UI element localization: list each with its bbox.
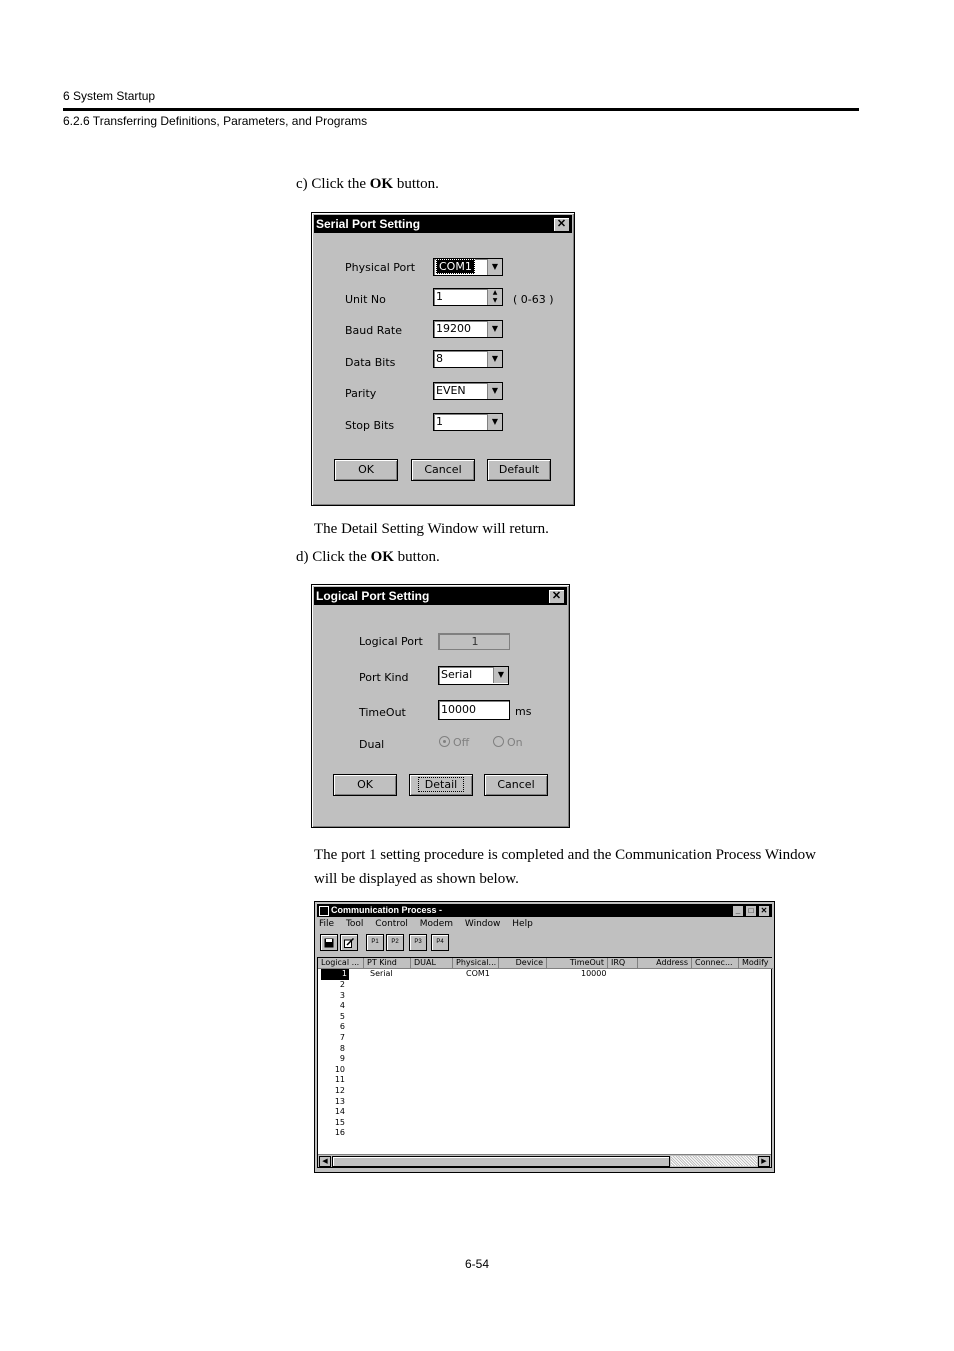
completed-line-1: The port 1 setting procedure is completed and the Communication Process Window	[314, 847, 816, 863]
dual-on-label: On	[507, 736, 523, 749]
logical-dialog-titlebar	[314, 587, 567, 605]
parity-select[interactable]	[433, 382, 503, 400]
table-row[interactable]: 6	[339, 1022, 345, 1032]
serial-port-dialog	[311, 212, 575, 506]
baud-rate-select[interactable]	[433, 320, 503, 338]
data-bits-value: 8	[436, 352, 443, 365]
table-row[interactable]: 11	[334, 1075, 345, 1085]
timeout-field[interactable]: 10000	[438, 700, 510, 720]
table-row[interactable]: 2	[339, 980, 345, 989]
menu-control[interactable]: Control	[375, 919, 408, 929]
radio-selected-icon	[439, 736, 450, 747]
col-device[interactable]: Device	[499, 958, 547, 969]
menu-file[interactable]: File	[319, 919, 335, 929]
chevron-down-icon[interactable]: ▼	[493, 667, 508, 683]
completed-text	[314, 843, 816, 891]
col-logical[interactable]: Logical ...	[318, 958, 364, 969]
step-d-prefix: d) Click the	[296, 549, 371, 565]
logical-port-label: Logical Port	[359, 635, 423, 648]
ok-button[interactable]: OK	[334, 459, 398, 481]
chevron-down-icon[interactable]: ▼	[487, 383, 502, 399]
unit-no-value: 1	[436, 290, 443, 303]
menu-help[interactable]: Help	[512, 919, 533, 929]
horizontal-scrollbar[interactable]	[318, 1154, 771, 1167]
table-row[interactable]: 9	[339, 1054, 345, 1064]
table-row[interactable]: 15	[334, 1117, 345, 1127]
app-icon	[319, 906, 329, 916]
menu-modem[interactable]: Modem	[419, 919, 454, 929]
chapter-header: 6 System Startup	[63, 89, 156, 103]
stop-bits-label: Stop Bits	[345, 419, 395, 432]
port-2-icon[interactable]: P2	[386, 934, 404, 951]
return-text: The Detail Setting Window will return.	[314, 521, 549, 537]
detail-button[interactable]	[409, 774, 473, 796]
table-row[interactable]: 12	[334, 1085, 345, 1095]
close-icon[interactable]: ✕	[758, 905, 770, 917]
data-bits-select[interactable]	[433, 350, 503, 368]
chevron-down-icon[interactable]: ▼	[487, 351, 502, 367]
col-connect[interactable]: Connec...	[692, 958, 739, 969]
ok-button[interactable]: OK	[333, 774, 397, 796]
comm-window-title: Communication Process -	[331, 905, 443, 915]
step-d-suffix: button.	[393, 549, 440, 565]
port-kind-select[interactable]	[438, 666, 509, 685]
table-row[interactable]: 10	[334, 1064, 345, 1074]
dual-off-radio[interactable]	[439, 736, 469, 749]
col-physical[interactable]: Physical...	[453, 958, 499, 969]
port-kind-label: Port Kind	[359, 671, 409, 684]
dual-on-radio[interactable]	[493, 736, 523, 749]
dual-label: Dual	[359, 738, 385, 751]
dual-off-label: Off	[453, 736, 470, 749]
port-4-icon[interactable]: P4	[431, 934, 449, 951]
table-row[interactable]: 14	[334, 1107, 345, 1117]
col-irq[interactable]: IRQ	[608, 958, 638, 969]
menu-tool[interactable]: Tool	[345, 919, 364, 929]
physical-port-label: Physical Port	[345, 261, 416, 274]
close-icon[interactable]: ✕	[548, 589, 565, 604]
menu-window[interactable]: Window	[464, 919, 501, 929]
logical-port-field: 1	[438, 633, 510, 650]
completed-line-2: will be displayed as shown below.	[314, 871, 519, 887]
step-d-bold: OK	[370, 549, 394, 565]
comm-window-titlebar	[317, 904, 772, 917]
col-dual[interactable]: DUAL	[411, 958, 453, 969]
row-numbers	[321, 980, 345, 1139]
step-c	[296, 176, 439, 193]
timeout-unit: ms	[515, 705, 532, 718]
col-pt-kind[interactable]: PT Kind	[364, 958, 411, 969]
row-1-timeout: 10000	[581, 969, 607, 978]
timeout-label: TimeOut	[359, 706, 406, 719]
row-1-pt-kind: Serial	[370, 969, 393, 978]
table-row[interactable]: 8	[339, 1043, 345, 1053]
menu-bar	[319, 919, 542, 929]
col-timeout[interactable]: TimeOut	[547, 958, 608, 969]
chevron-down-icon[interactable]: ▼	[487, 414, 502, 430]
step-c-prefix: c) Click the	[296, 176, 370, 192]
data-bits-label: Data Bits	[345, 356, 396, 369]
detail-button-label: Detail	[418, 777, 464, 792]
physical-port-value: COM1	[436, 259, 475, 274]
table-row[interactable]: 5	[339, 1011, 345, 1021]
chevron-down-icon[interactable]: ▼	[487, 259, 502, 275]
baud-rate-value: 19200	[436, 322, 471, 335]
col-address[interactable]: Address	[638, 958, 692, 969]
edit-icon[interactable]	[340, 934, 358, 951]
spin-arrows-icon[interactable]: ▲ ▼	[487, 289, 502, 305]
header-rule	[63, 108, 859, 111]
scroll-right-icon[interactable]: ▶	[758, 1156, 770, 1167]
section-header: 6.2.6 Transferring Definitions, Parameters, and Programs	[63, 114, 368, 128]
port-table	[317, 957, 772, 1168]
table-row[interactable]: 13	[334, 1096, 345, 1106]
cancel-button[interactable]: Cancel	[484, 774, 548, 796]
parity-value: EVEN	[436, 384, 466, 397]
stop-bits-value: 1	[436, 415, 443, 428]
scroll-left-icon[interactable]: ◀	[319, 1156, 331, 1167]
unit-no-spinner[interactable]	[433, 288, 503, 306]
baud-rate-label: Baud Rate	[345, 324, 402, 337]
port-3-icon[interactable]: P3	[409, 934, 427, 951]
physical-port-select[interactable]	[433, 258, 503, 276]
table-row[interactable]: 16	[334, 1128, 345, 1138]
port-kind-value: Serial	[441, 668, 473, 681]
close-icon[interactable]: ✕	[553, 217, 570, 232]
stop-bits-select[interactable]	[433, 413, 503, 431]
minimize-icon[interactable]: _	[732, 905, 744, 917]
scroll-track[interactable]	[671, 1156, 757, 1166]
chevron-down-icon[interactable]: ▼	[487, 321, 502, 337]
parity-label: Parity	[345, 387, 377, 400]
table-row[interactable]: 3	[339, 990, 345, 1000]
maximize-icon[interactable]: □	[745, 905, 757, 917]
step-c-suffix: button.	[393, 176, 439, 192]
col-modify[interactable]: Modify	[739, 958, 773, 969]
save-icon[interactable]	[320, 934, 338, 951]
table-row[interactable]: 7	[339, 1032, 345, 1042]
serial-dialog-title: Serial Port Setting	[316, 217, 421, 231]
radio-empty-icon	[493, 736, 504, 747]
unit-no-label: Unit No	[345, 293, 386, 306]
scroll-thumb[interactable]	[332, 1156, 670, 1167]
unit-no-range: ( 0-63 )	[513, 293, 554, 306]
step-d	[296, 549, 440, 566]
table-row[interactable]: 4	[339, 1001, 345, 1011]
row-1-logical[interactable]: 1	[321, 969, 349, 980]
step-c-bold: OK	[369, 176, 394, 192]
serial-dialog-titlebar	[314, 215, 572, 233]
logical-dialog-title: Logical Port Setting	[316, 589, 430, 603]
port-1-icon[interactable]: P1	[366, 934, 384, 951]
page-number: 6-54	[464, 1257, 490, 1271]
row-1-physical: COM1	[466, 969, 490, 978]
logical-port-dialog	[311, 584, 570, 828]
default-button[interactable]: Default	[487, 459, 551, 481]
communication-process-window	[314, 901, 775, 1173]
cancel-button[interactable]: Cancel	[411, 459, 475, 481]
